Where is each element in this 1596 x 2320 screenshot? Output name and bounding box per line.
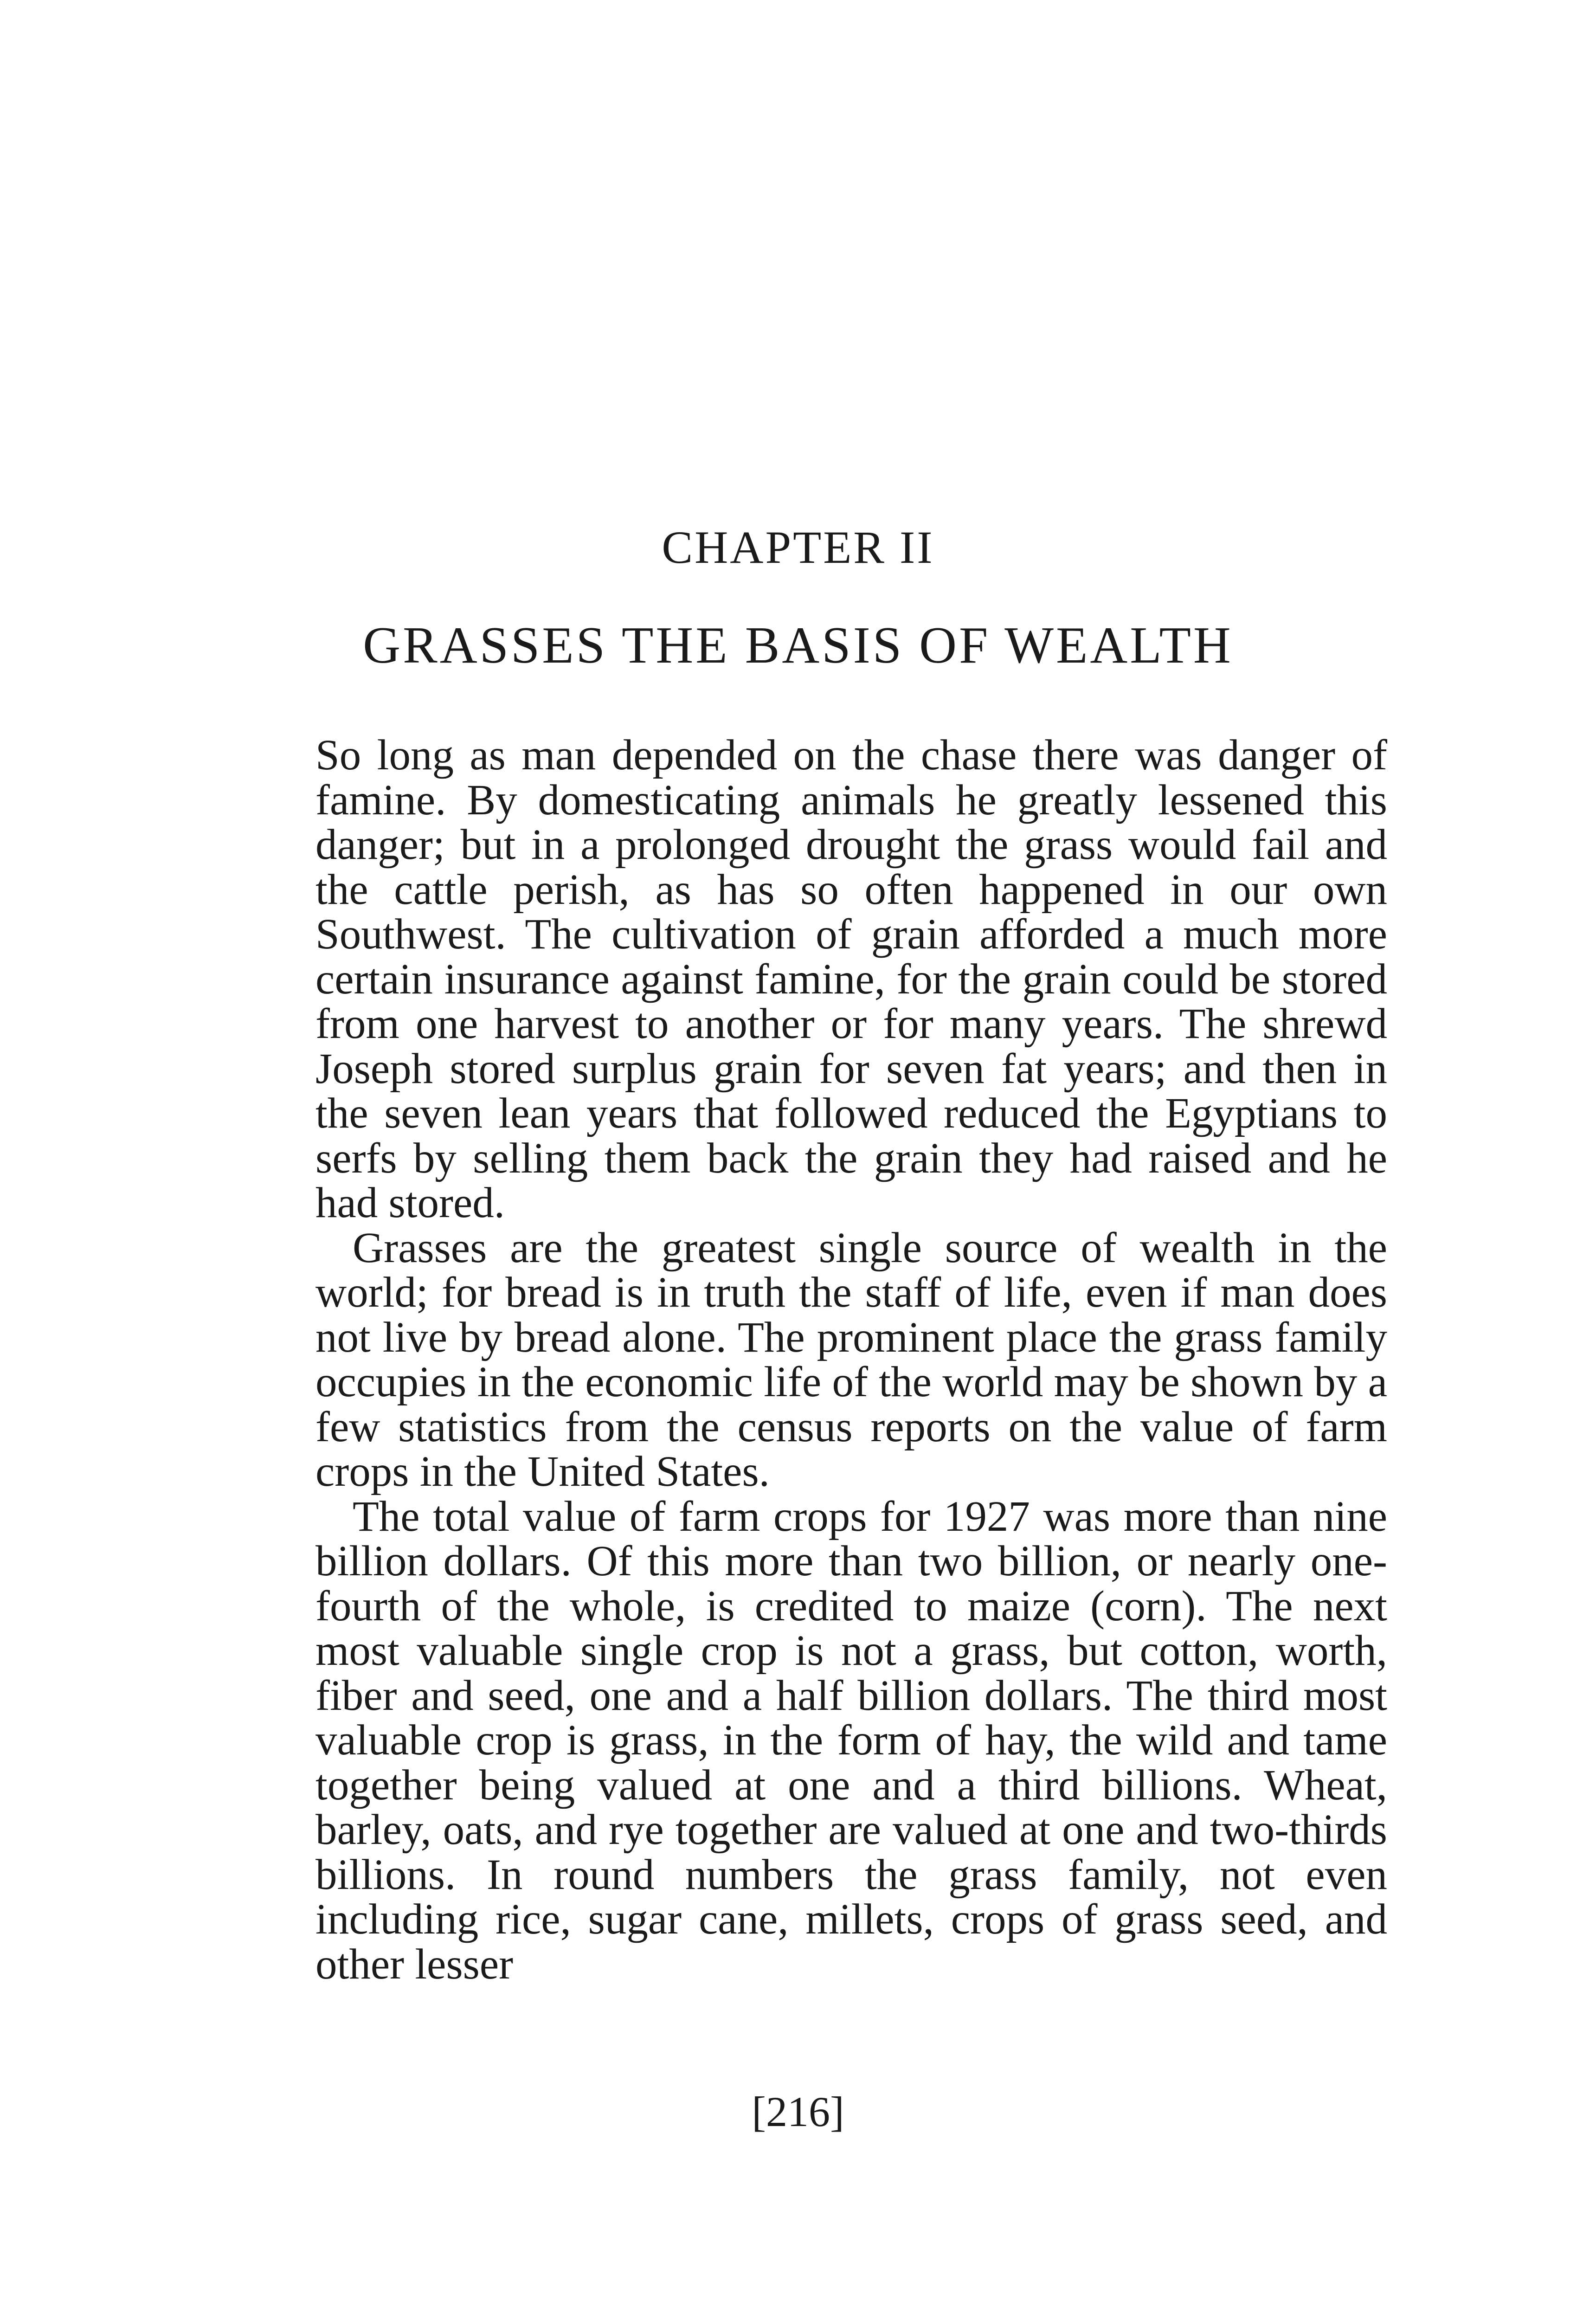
paragraph: Grasses are the greatest single source of wealth in the world; for bread is in truth the staff of life, even if man does not live by bread alone. The prominent place the grass family occupies in the economic life of the world may be shown by a few statistics from the census reports on the value of farm crops in the United States. xyxy=(315,1224,1387,1495)
paragraph: So long as man depended on the chase there was danger of famine. By domesticating animals he greatly lessened this danger; but in a prolonged drought the grass would fail and the cattle perish, as has so often happened in our own Southwest. The cultivation of grain afforded a much more certain insurance against famine, for the grain could be stored from one harvest to another or for many years. The shrewd Joseph stored surplus grain for seven fat years; and then in the seven lean years that followed reduced the Egyptians to serfs by selling them back the grain they had raised and he had stored. xyxy=(315,731,1387,1227)
page-number: [216] xyxy=(752,2088,844,2135)
paragraph: The total value of farm crops for 1927 was more than nine billion dollars. Of this more than two billion, or nearly one-fourth of the whole, is credited to maize (corn). The next most valuable single crop is not a grass, but cotton, worth, fiber and seed, one and a half billion dollars. The third most valuable crop is grass, in the form of hay, the wild and tame together being valued at one and a third billions. Wheat, barley, oats, and rye together are valued at one and two-thirds billions. In round numbers the grass family, not even including rice, sugar cane, millets, crops of grass seed, and other lesser xyxy=(315,1492,1387,1988)
chapter-number: CHAPTER II xyxy=(662,522,934,573)
body-text xyxy=(315,733,1387,1987)
chapter-title: GRASSES THE BASIS OF WEALTH xyxy=(363,617,1233,674)
